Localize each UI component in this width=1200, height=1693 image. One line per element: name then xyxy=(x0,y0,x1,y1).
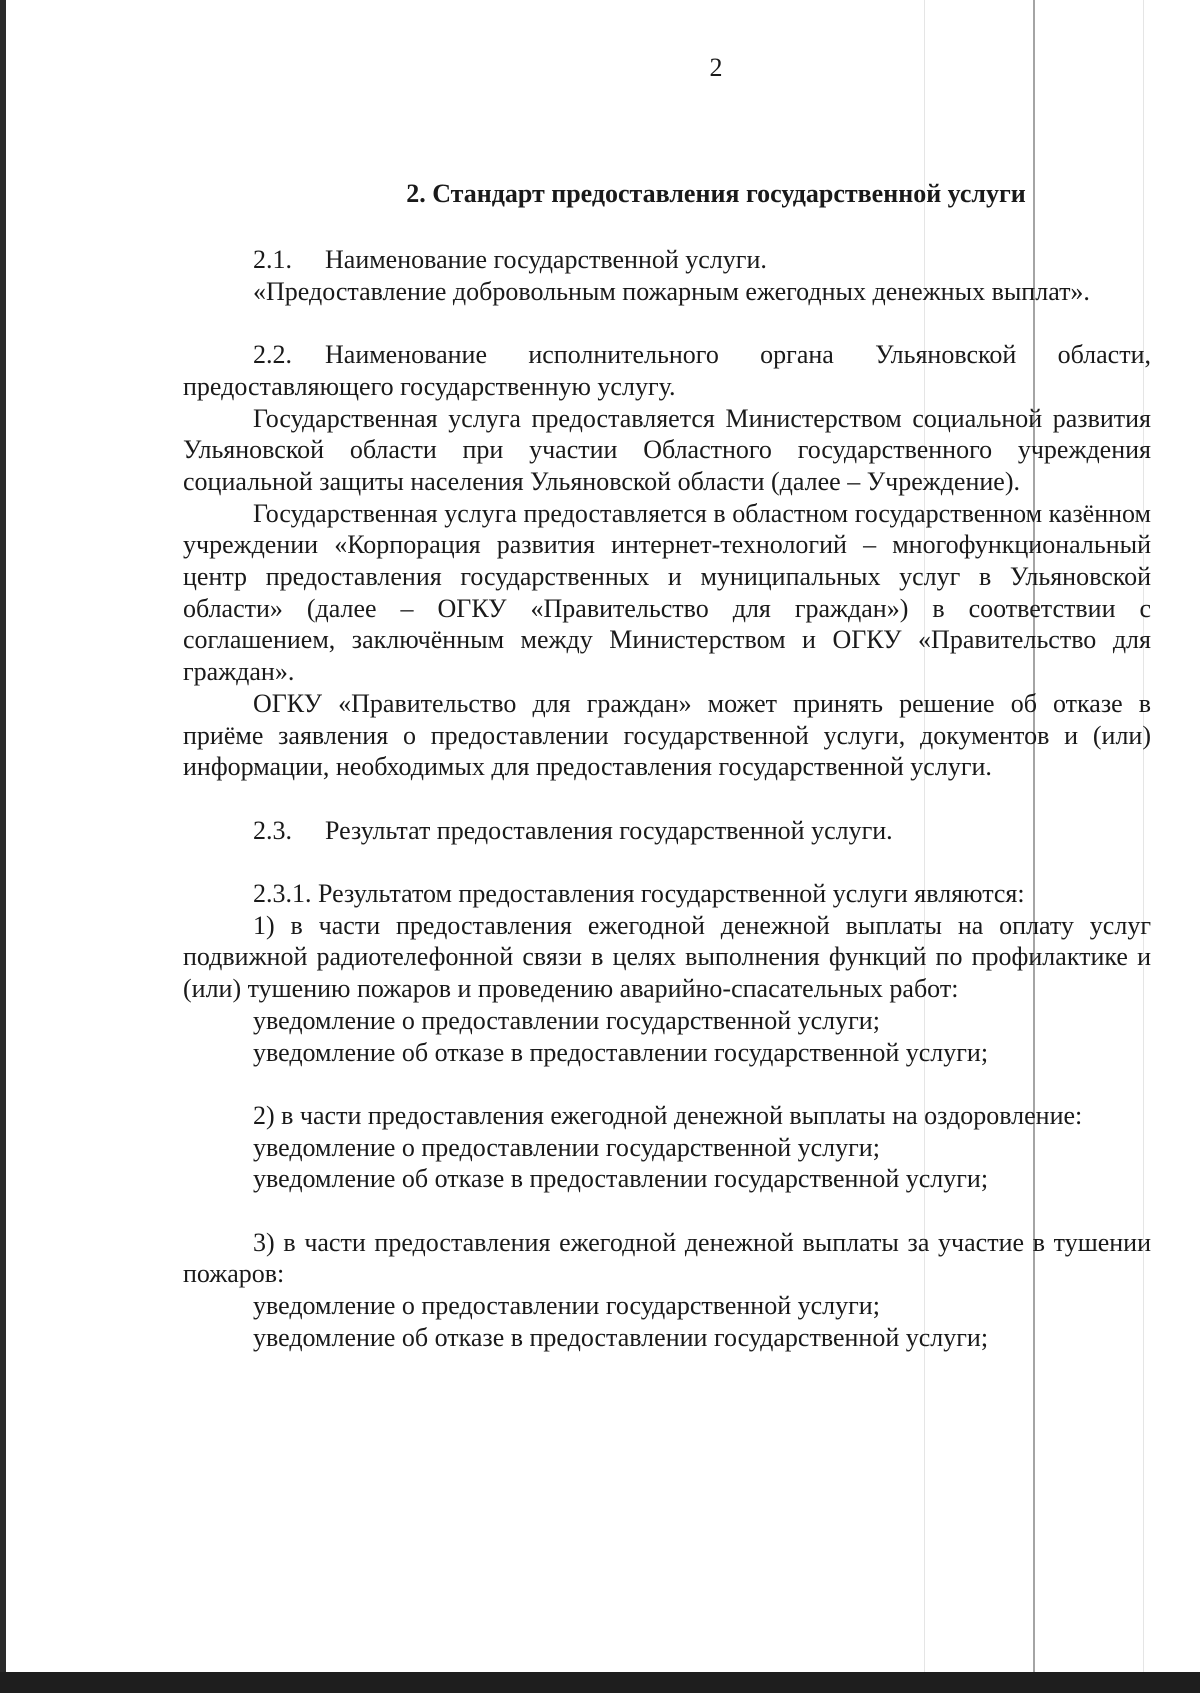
paragraph: 2) в части предоставления ежегодной денежной выплаты на оздоровление: xyxy=(253,1100,1083,1130)
paragraph-2-3-1: 2.3.1. Результатом предоставления государственной услуги являются: xyxy=(253,879,1025,909)
paragraph-2-3 xyxy=(183,815,1151,847)
document-body xyxy=(183,244,1151,1354)
clause-number: 2.3. xyxy=(253,815,292,845)
clause-text: Результат предоставления государственной услуги. xyxy=(325,815,893,845)
clause-number: 2.1. xyxy=(253,245,292,274)
list-item: уведомление о предоставлении государственной услуги; xyxy=(253,1005,880,1035)
list-item: уведомление об отказе в предоставлении государственной услуги; xyxy=(253,1037,989,1067)
paragraph: Государственная услуга предоставляется в областном государственном казённом учреждении «Корпорация развития интернет-технологий – многофункциональный центр предоставления государственных и муниципальных услуг в Ульяновской области» (далее – ОГКУ «Правительство для граждан») в соответствии с соглашением, заключённым между Министерством и ОГКУ «Правительство для граждан». xyxy=(183,498,1151,687)
paragraph: 1) в части предоставления ежегодной денежной выплаты на оплату услуг подвижной радиотелефонной связи в целях выполнения функций по профилактике и (или) тушению пожаров и проведению аварийно-спасательных работ: xyxy=(183,910,1151,1004)
paragraph-2-1 xyxy=(183,244,1151,276)
scan-edge-bottom xyxy=(0,1672,1200,1693)
paragraph: ОГКУ «Правительство для граждан» может принять решение об отказе в приёме заявления о предоставлении государственной услуги, документов и (или) информации, необходимых для предоставления государственной услуги. xyxy=(183,688,1151,782)
list-item: уведомление о предоставлении государственной услуги; xyxy=(253,1132,880,1162)
list-item: уведомление о предоставлении государственной услуги; xyxy=(253,1291,880,1321)
page-number: 2 xyxy=(709,53,723,82)
clause-text: Наименование исполнительного органа Ульяновской области, предоставляющего государственную услугу. xyxy=(183,340,1151,401)
clause-number: 2.2. xyxy=(253,340,292,370)
paragraph: Государственная услуга предоставляется Министерством социальной развития Ульяновской области при участии Областного государственного учреждения социальной защиты населения Ульяновской области (далее – Учреждение). xyxy=(183,403,1151,496)
clause-text: Наименование государственной услуги. xyxy=(325,245,767,274)
list-item: уведомление об отказе в предоставлении государственной услуги; xyxy=(253,1164,989,1194)
scan-edge-left xyxy=(0,0,6,1693)
paragraph-2-2 xyxy=(183,339,1151,402)
list-item: уведомление об отказе в предоставлении государственной услуги; xyxy=(253,1322,989,1352)
paragraph: «Предоставление добровольным пожарным ежегодных денежных выплат». xyxy=(253,276,1090,306)
paragraph: 3) в части предоставления ежегодной денежной выплаты за участие в тушении пожаров: xyxy=(183,1227,1151,1289)
section-title: 2. Стандарт предоставления государственной услуги xyxy=(406,179,1026,208)
